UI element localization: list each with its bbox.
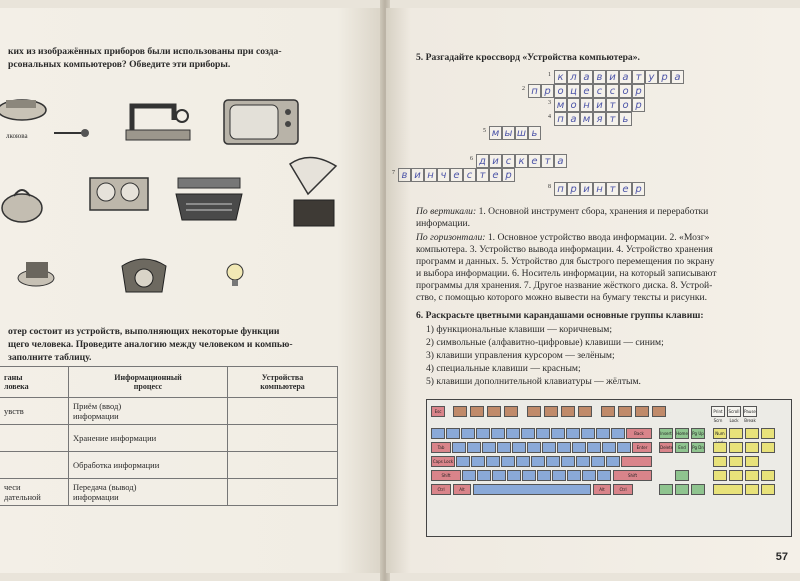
analogy-table [0,366,338,506]
crossword-cell[interactable]: е [619,182,632,196]
crossword-cell[interactable]: т [606,112,619,126]
symbol-key[interactable] [501,456,515,467]
ctrl-right-key[interactable]: Ctrl [613,484,633,495]
function-key[interactable] [635,406,649,417]
kettle-drawing [0,178,46,229]
function-key[interactable] [527,406,541,417]
crossword-cell[interactable]: е [489,168,502,182]
numpad-key[interactable] [729,456,743,467]
print-screen-key[interactable]: Print Scrn [711,406,725,417]
symbol-key[interactable] [552,470,566,481]
crossword-cell[interactable]: а [619,70,632,84]
table-cell: Обработка информации [69,452,228,479]
crossword-number: 7 [392,170,395,176]
crossword-number: 3 [548,100,551,106]
numpad-key[interactable] [729,442,743,453]
crossword-cell[interactable]: р [632,182,645,196]
crossword-cell[interactable]: а [554,154,567,168]
numpad-key[interactable] [713,456,727,467]
symbol-key[interactable] [557,442,571,453]
esc-key[interactable]: Esc [431,406,445,417]
crossword-cell[interactable]: в [593,70,606,84]
horizontal-line: ство, с помощью которого можно вывести на бумагу тексты и рисунки. [416,292,708,303]
crossword-cell[interactable]: и [489,154,502,168]
scroll-lock-key[interactable]: Scroll Lock [727,406,741,417]
left-task-line2: щего человека. Проведите аналогию между человеком и компью- [8,339,293,350]
table-cell[interactable] [228,452,338,479]
crossword-cell[interactable]: к [554,70,567,84]
symbol-key[interactable] [596,428,610,439]
crossword-cell[interactable]: с [463,168,476,182]
crossword-cell[interactable]: р [658,70,671,84]
symbol-key[interactable] [446,428,460,439]
left-task-line3: заполните таблицу. [8,352,92,363]
table-header: ганы ловека [0,367,69,398]
symbol-key[interactable] [507,470,521,481]
table-header: Устройства компьютера [228,367,338,398]
function-key[interactable] [561,406,575,417]
crossword-cell[interactable]: п [554,182,567,196]
crossword-number: 1 [548,72,551,78]
function-key[interactable] [618,406,632,417]
function-key[interactable] [470,406,484,417]
crossword-number: 2 [522,86,525,92]
crossword-cell[interactable]: о [554,84,567,98]
device-caption: лкоюва [6,132,28,140]
table-row [0,452,338,479]
crossword-cell[interactable]: н [593,182,606,196]
crossword-cell[interactable]: я [593,112,606,126]
numpad-enter-key[interactable] [761,470,775,481]
left-task-line1: отер состоит из устройств, выполняющих некоторые функции [8,326,280,337]
symbol-key[interactable] [567,470,581,481]
page-down-key[interactable]: Pg Dn [691,442,705,453]
right-page [386,8,800,573]
task6-item: 5) клавиши дополнительной клавиатуры — жёлтым. [426,376,641,387]
telephone-drawing [118,252,170,299]
tab-key[interactable]: Tab [431,442,451,453]
crossword-cell[interactable]: п [528,84,541,98]
delete-key[interactable]: Delete [659,442,673,453]
crossword-cell[interactable]: и [606,70,619,84]
backspace-key[interactable]: Back [626,428,652,439]
numpad-key[interactable] [745,428,759,439]
crossword-cell[interactable]: и [411,168,424,182]
table-row [0,398,338,425]
symbol-key[interactable] [516,456,530,467]
function-key[interactable] [601,406,615,417]
crossword-cell[interactable]: н [424,168,437,182]
num-lock-key[interactable]: Num [713,428,727,439]
symbol-key[interactable] [491,428,505,439]
crossword-cell[interactable]: ь [528,126,541,140]
symbol-key[interactable] [572,442,586,453]
numpad-key[interactable] [745,484,759,495]
crossword-cell[interactable]: ш [516,128,527,139]
symbol-key[interactable] [431,428,445,439]
crossword-cell[interactable]: ы [502,126,515,140]
arrow-down-key[interactable] [675,484,689,495]
horizontal-label: По горизонтали: [416,232,486,243]
crossword-cell[interactable]: и [593,98,606,112]
symbol-key[interactable] [582,470,596,481]
symbol-key[interactable] [512,442,526,453]
task6-item: 4) специальные клавиши — красным; [426,363,581,374]
shift-right-key[interactable]: Shift [613,470,652,481]
symbol-key[interactable] [566,428,580,439]
crossword-cell[interactable]: д [476,154,489,168]
crossword-cell[interactable]: к [515,154,528,168]
table-cell [0,425,69,452]
vertical-text1: 1. Основной инструмент сбора, хранения и переработки [476,206,709,217]
numpad-key[interactable] [745,470,759,481]
crossword-cell[interactable]: м [580,112,593,126]
tape-recorder-drawing [88,174,150,219]
table-header: Информационный процесс [69,367,228,398]
crossword-cell[interactable]: т [541,154,554,168]
vertical-label: По вертикали: [416,206,477,217]
crossword-cell[interactable]: т [632,70,645,84]
crossword-cell[interactable]: р [502,168,515,182]
crossword-cell[interactable]: у [645,70,658,84]
horizontal-clue [416,232,709,244]
gramophone-drawing [282,154,342,235]
vertical-text2: информации. [416,218,470,229]
symbol-key[interactable] [521,428,535,439]
enter-key-lower[interactable] [621,456,652,467]
numpad-key[interactable] [713,442,727,453]
light-bulb-drawing [222,260,248,295]
task5-title: 5. Разгадайте кроссворд «Устройства компьютера». [416,52,640,63]
symbol-key[interactable] [536,428,550,439]
crossword-cell[interactable]: о [619,98,632,112]
table-cell [0,452,69,479]
crossword-cell[interactable]: р [632,98,645,112]
horizontal-line: компьютера. 3. Устройство вывода информации. 4. Устройство хранения [416,244,713,255]
crossword-number: 8 [548,184,551,190]
crossword-cell[interactable]: о [567,98,580,112]
symbol-key[interactable] [542,442,556,453]
task6-item: 2) символьные (алфавитно-цифровые) клавиши — синим; [426,337,664,348]
symbol-key[interactable] [587,442,601,453]
symbol-key[interactable] [537,470,551,481]
function-key[interactable] [453,406,467,417]
crossword-cell[interactable]: р [541,84,554,98]
symbol-key[interactable] [551,428,565,439]
crossword-cell[interactable]: т [476,168,489,182]
horizontal-line: программы для хранения. 7. Другое название жёсткого диска. 8. Устрой- [416,280,713,291]
horizontal-line: программ и данных. 5. Устройство для быстрого перемещения по экрану [416,256,715,267]
caps-lock-key[interactable]: Caps Lock [431,456,455,467]
table-cell: Хранение информации [69,425,228,452]
function-key[interactable] [652,406,666,417]
alt-left-key[interactable]: Alt [453,484,471,495]
crossword-cell[interactable]: е [450,168,463,182]
function-key[interactable] [487,406,501,417]
keyboard-diagram [426,399,792,537]
symbol-key[interactable] [497,442,511,453]
crossword-cell[interactable]: с [606,84,619,98]
symbol-key[interactable] [461,428,475,439]
symbol-key[interactable] [546,456,560,467]
crossword-cell[interactable]: а [567,112,580,126]
crossword-cell[interactable]: а [671,70,684,84]
numpad-key[interactable] [745,442,759,453]
crossword-cell[interactable]: т [606,98,619,112]
symbol-key[interactable] [576,456,590,467]
vertical-clue [416,206,708,218]
left-intro-line2: рсональных компьютеров? Обведите эти приборы. [8,59,231,70]
table-header-row [0,367,338,398]
symbol-key[interactable] [506,428,520,439]
crossword-number: 6 [470,156,473,162]
symbol-key[interactable] [482,442,496,453]
horizontal-line: и выбора информации. 6. Носитель информации, на который записывают [416,268,717,279]
sewing-machine-drawing [122,92,194,149]
symbol-key[interactable] [477,470,491,481]
enter-key[interactable]: Enter [632,442,652,453]
numpad-key[interactable] [729,428,743,439]
table-cell: Передача (вывод) информации [69,479,228,506]
symbol-key[interactable] [597,470,611,481]
numpad-key[interactable] [761,484,775,495]
table-row [0,479,338,506]
page-number: 57 [775,551,788,563]
crossword-number: 4 [548,114,551,120]
crossword-cell[interactable]: л [567,70,580,84]
crossword-cell[interactable]: ь [619,112,632,126]
crossword-cell[interactable]: р [632,84,645,98]
crossword-cell[interactable]: м [489,126,502,140]
horizontal-line: 1. Основное устройство ввода информации. 2. «Мозг» [485,232,710,243]
function-key[interactable] [504,406,518,417]
symbol-key[interactable] [522,470,536,481]
numpad-key[interactable] [745,456,759,467]
numpad-key[interactable] [713,470,727,481]
key-drawing [52,126,92,145]
numpad-key[interactable] [729,470,743,481]
alt-right-key[interactable]: Alt [593,484,611,495]
arrow-up-key[interactable] [675,470,689,481]
iron-drawing [0,88,50,133]
crossword-cell[interactable]: в [398,168,411,182]
crossword-cell[interactable]: о [619,84,632,98]
numpad-plus-key[interactable] [761,442,775,453]
task6-item: 3) клавиши управления курсором — зелёным; [426,350,615,361]
ctrl-left-key[interactable]: Ctrl [431,484,451,495]
crossword-cell[interactable]: р [567,182,580,196]
symbol-key[interactable] [561,456,575,467]
crossword-cell[interactable]: а [580,70,593,84]
shift-left-key[interactable]: Shift [431,470,461,481]
table-cell[interactable] [228,479,338,506]
crossword-cell[interactable]: м [554,98,567,112]
end-key[interactable]: End [675,442,689,453]
function-key[interactable] [578,406,592,417]
numpad-key[interactable] [761,428,775,439]
symbol-key[interactable] [581,428,595,439]
left-intro-line1: ких из изображённых приборов были использованы при созда- [8,46,282,57]
space-key[interactable] [473,484,591,495]
crossword-cell[interactable]: ц [567,84,580,98]
symbol-key[interactable] [476,428,490,439]
numpad-zero-key[interactable] [713,484,743,495]
crossword-cell[interactable]: е [580,84,593,98]
table-cell: чеси дательной [0,479,69,506]
symbol-key[interactable] [452,442,466,453]
symbol-key[interactable] [591,456,605,467]
table-cell: Приём (ввод) информации [69,398,228,425]
symbol-key[interactable] [527,442,541,453]
arrow-left-key[interactable] [659,484,673,495]
symbol-key[interactable] [492,470,506,481]
crossword-cell[interactable]: т [606,182,619,196]
crossword-cell[interactable]: с [502,154,515,168]
crossword-cell[interactable]: п [554,112,567,126]
device-round-drawing [14,254,58,295]
pause-key[interactable]: Pause Break [743,406,757,417]
table-cell[interactable] [228,398,338,425]
crossword-cell[interactable]: е [528,154,541,168]
page-up-key[interactable]: Pg Up [691,428,705,439]
crossword-cell[interactable]: ч [437,168,450,182]
symbol-key[interactable] [467,442,481,453]
arrow-right-key[interactable] [691,484,705,495]
left-page [0,8,384,573]
symbol-key[interactable] [456,456,470,467]
home-key[interactable]: Home [675,428,689,439]
symbol-key[interactable] [611,428,625,439]
table-row [0,425,338,452]
symbol-key[interactable] [617,442,631,453]
symbol-key[interactable] [471,456,485,467]
symbol-key[interactable] [531,456,545,467]
typewriter-drawing [172,174,246,229]
function-key[interactable] [544,406,558,417]
table-cell[interactable] [228,425,338,452]
crossword-cell[interactable]: и [580,182,593,196]
symbol-key[interactable] [462,470,476,481]
symbol-key[interactable] [602,442,616,453]
task6-title: 6. Раскрасьте цветными карандашами основные группы клавиш: [416,310,704,321]
crossword-number: 5 [483,128,486,134]
symbol-key[interactable] [606,456,620,467]
crossword-cell[interactable]: с [593,84,606,98]
tv-drawing [222,98,300,153]
symbol-key[interactable] [486,456,500,467]
insert-key[interactable]: Insert [659,428,673,439]
table-cell: увств [0,398,69,425]
task6-item: 1) функциональные клавиши — коричневым; [426,324,613,335]
crossword-cell[interactable]: н [580,98,593,112]
